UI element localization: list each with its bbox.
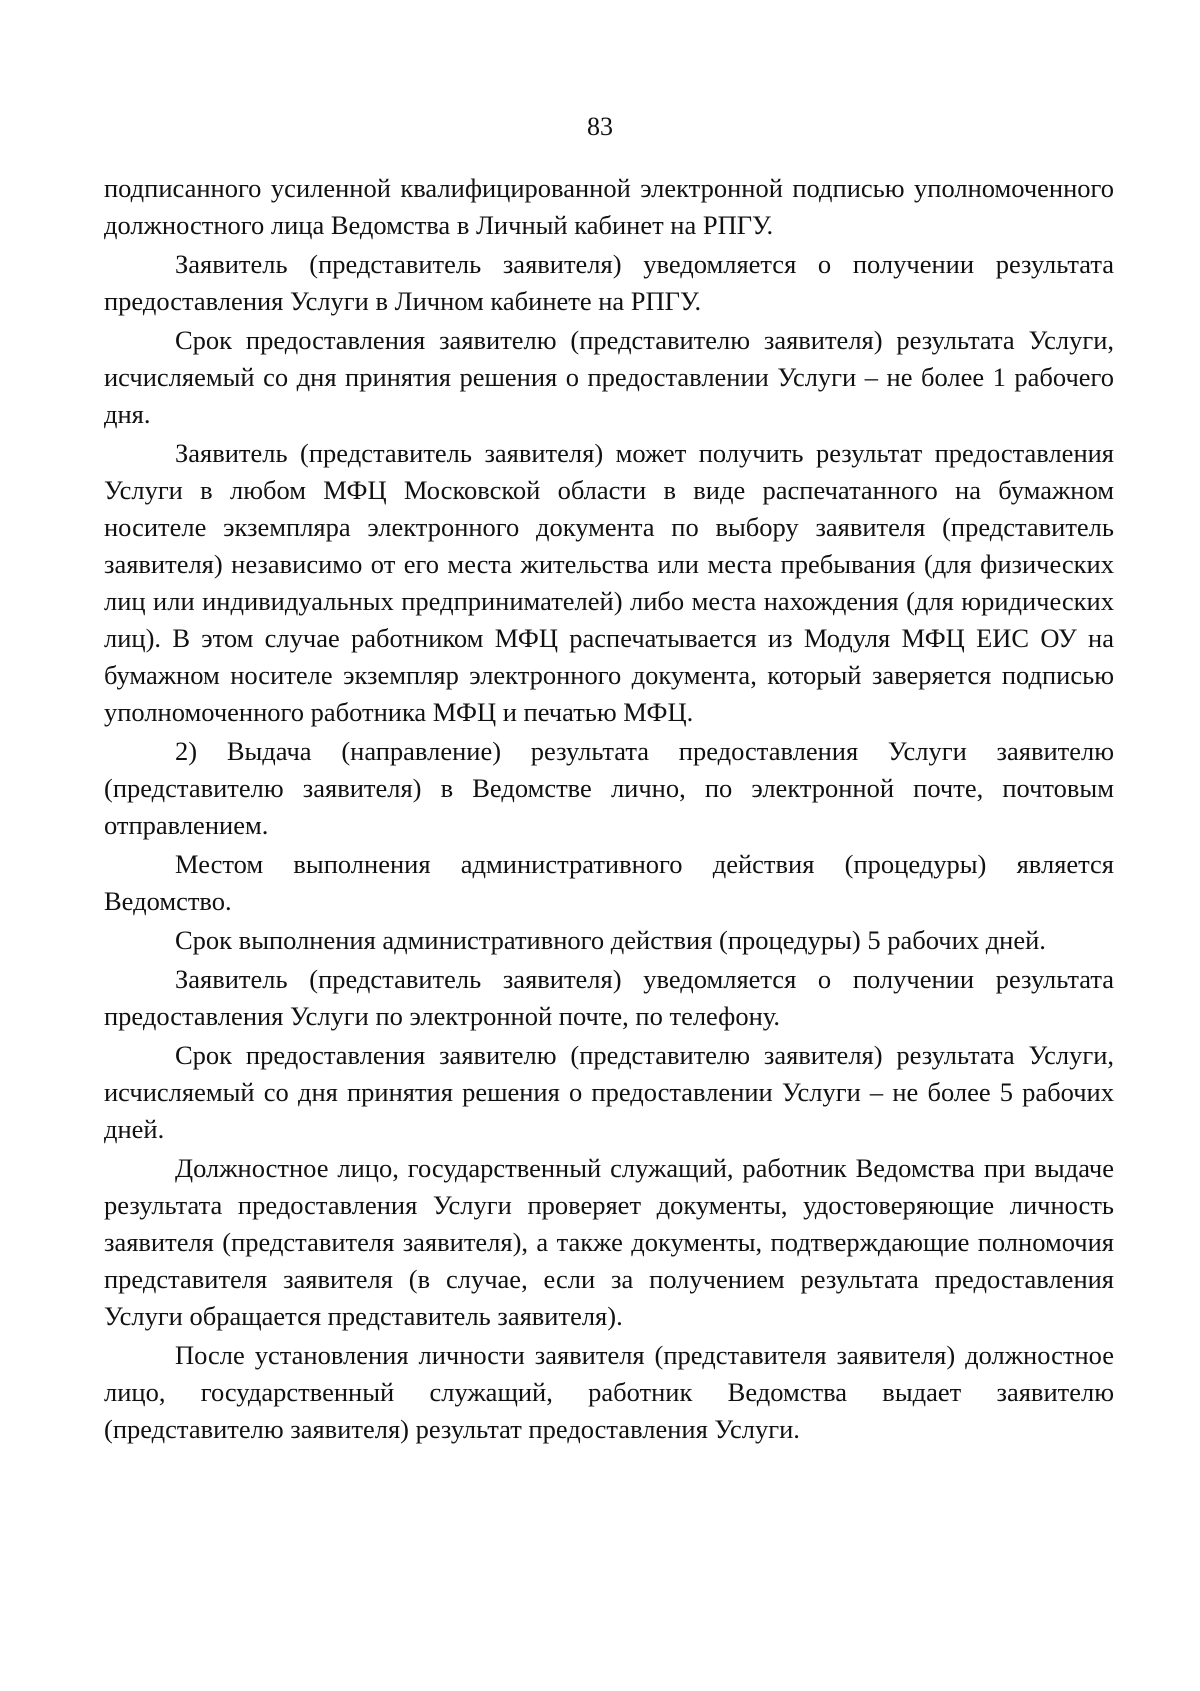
paragraph: Должностное лицо, государственный служащий, работник Ведомства при выдаче результата предоставления Услуги проверяет документы, удостоверяющие личность заявителя (представителя заявителя), а также документы, подтверждающие полномочия представителя заявителя (в случае, если за получением результата предоставления Услуги обращается представитель заявителя).	[104, 1153, 1114, 1331]
page-number: 83	[587, 112, 613, 141]
paragraph: Срок предоставления заявителю (представителю заявителя) результата Услуги, исчисляемый со дня принятия решения о предоставлении Услуги – не более 5 рабочих дней.	[104, 1040, 1114, 1144]
paragraph: 2) Выдача (направление) результата предоставления Услуги заявителю (представителю заявителя) в Ведомстве лично, по электронной почте, почтовым отправлением.	[104, 736, 1114, 840]
paragraph: подписанного усиленной квалифицированной электронной подписью уполномоченного должностного лица Ведомства в Личный кабинет на РПГУ.	[104, 173, 1114, 240]
paragraph: Заявитель (представитель заявителя) уведомляется о получении результата предоставления Услуги в Личном кабинете на РПГУ.	[104, 249, 1114, 316]
paragraph: Срок предоставления заявителю (представителю заявителя) результата Услуги, исчисляемый со дня принятия решения о предоставлении Услуги – не более 1 рабочего дня.	[104, 325, 1114, 429]
paragraph: Заявитель (представитель заявителя) уведомляется о получении результата предоставления Услуги по электронной почте, по телефону.	[104, 964, 1114, 1031]
document-body	[104, 170, 1114, 1450]
paragraph: Срок выполнения административного действия (процедуры) 5 рабочих дней.	[175, 925, 1046, 955]
paragraph: Заявитель (представитель заявителя) может получить результат предоставления Услуги в любом МФЦ Московской области в виде распечатанного на бумажном носителе экземпляра электронного документа по выбору заявителя (представитель заявителя) независимо от его места жительства или места пребывания (для физических лиц или индивидуальных предпринимателей) либо места нахождения (для юридических лиц). В этом случае работником МФЦ распечатывается из Модуля МФЦ ЕИС ОУ на бумажном носителе экземпляр электронного документа, который заверяется подписью уполномоченного работника МФЦ и печатью МФЦ.	[104, 438, 1114, 727]
paragraph: После установления личности заявителя (представителя заявителя) должностное лицо, государственный служащий, работник Ведомства выдает заявителю (представителю заявителя) результат предоставления Услуги.	[104, 1340, 1114, 1444]
paragraph: Местом выполнения административного действия (процедуры) является Ведомство.	[104, 849, 1114, 916]
